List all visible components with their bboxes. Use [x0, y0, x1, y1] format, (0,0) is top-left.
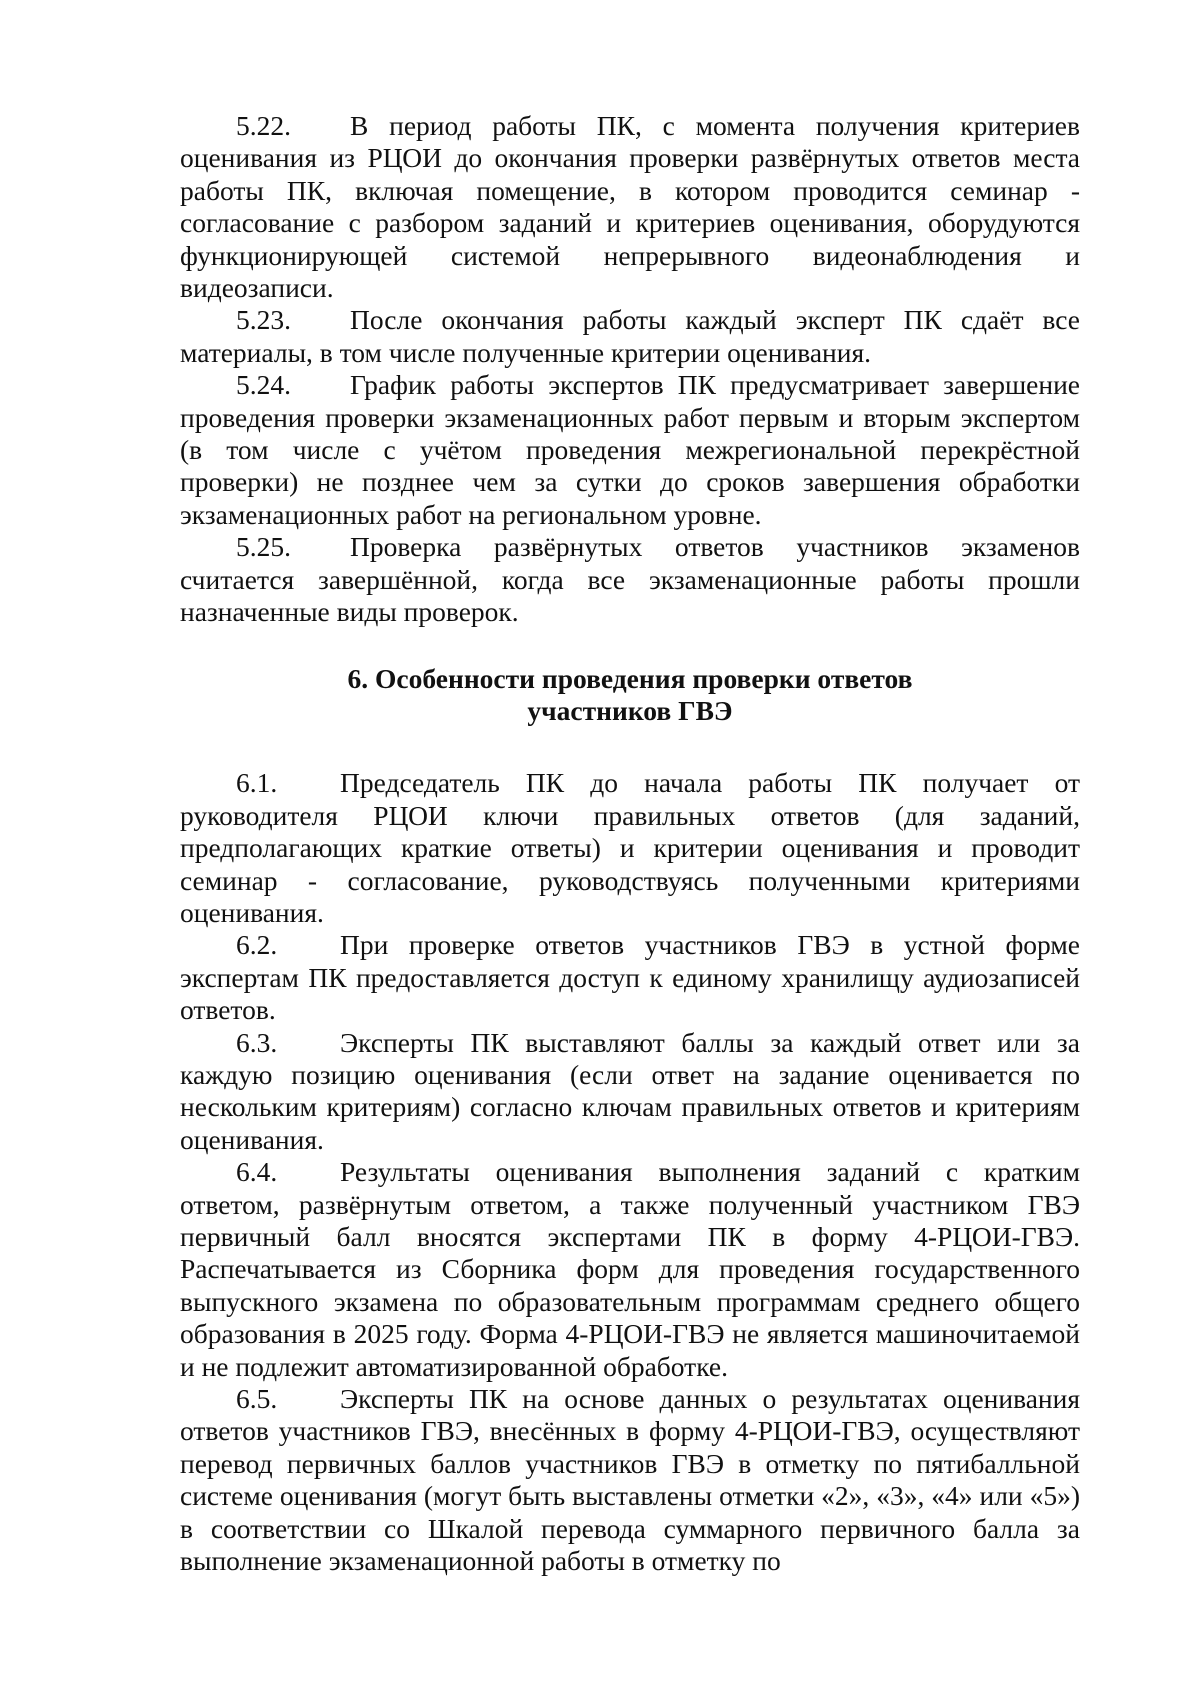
paragraph-6-1: [180, 767, 1080, 929]
paragraph-text: Председатель ПК до начала работы ПК получает от руководителя РЦОИ ключи правильных ответов (для заданий, предполагающих краткие ответы) и критерии оценивания и проводит семинар - согласование, руководствуясь полученными критериями оценивания.: [180, 767, 1080, 928]
section-heading-line-2: участников ГВЭ: [527, 694, 733, 726]
paragraph-text: В период работы ПК, с момента получения критериев оценивания из РЦОИ до окончания проверки развёрнутых ответов места работы ПК, включая помещение, в котором проводится семинар - согласование с разбором заданий и критериев оценивания, оборудуются функционирующей системой непрерывного видеонаблюдения и видеозаписи.: [180, 110, 1080, 304]
paragraph-5-25: [180, 531, 1080, 628]
paragraph-5-22: [180, 110, 1080, 304]
section-heading: [180, 663, 1080, 728]
paragraph-text: График работы экспертов ПК предусматривает завершение проведения проверки экзаменационных работ первым и вторым экспертом (в том числе с учётом проведения межрегиональной перекрёстной проверки) не позднее чем за сутки до сроков завершения обработки экзаменационных работ на региональном уровне.: [180, 369, 1080, 530]
paragraph-number: 5.23.: [236, 304, 291, 336]
paragraph-number: 6.5.: [236, 1383, 278, 1415]
paragraph-text: Результаты оценивания выполнения заданий с кратким ответом, развёрнутым ответом, а также полученный участником ГВЭ первичный балл вносятся экспертами ПК в форму 4-РЦОИ-ГВЭ. Распечатывается из Сборника форм для проведения государственного выпускного экзамена по образовательным программам среднего общего образования в 2025 году. Форма 4-РЦОИ-ГВЭ не является машиночитаемой и не подлежит автоматизированной обработке.: [180, 1156, 1080, 1382]
document-body: [180, 110, 1080, 1577]
paragraph-text: После окончания работы каждый эксперт ПК сдаёт все материалы, в том числе полученные критерии оценивания.: [180, 304, 1080, 368]
paragraph-text: Эксперты ПК выставляют баллы за каждый ответ или за каждую позицию оценивания (если ответ на задание оценивается по нескольким критериям) согласно ключам правильных ответов и критериям оценивания.: [180, 1026, 1080, 1155]
paragraph-number: 5.25.: [236, 531, 291, 563]
paragraph-number: 6.2.: [236, 929, 278, 961]
paragraph-text: Проверка развёрнутых ответов участников экзаменов считается завершённой, когда все экзаменационные работы прошли назначенные виды проверок.: [180, 531, 1080, 628]
paragraph-5-24: [180, 369, 1080, 531]
paragraph-number: 5.24.: [236, 369, 291, 401]
paragraph-text: При проверке ответов участников ГВЭ в устной форме экспертам ПК предоставляется доступ к единому хранилищу аудиозаписей ответов.: [180, 929, 1080, 1026]
paragraph-number: 6.1.: [236, 767, 278, 799]
paragraph-number: 6.3.: [236, 1026, 278, 1058]
paragraph-6-2: [180, 929, 1080, 1026]
paragraph-text: Эксперты ПК на основе данных о результатах оценивания ответов участников ГВЭ, внесённых в форму 4-РЦОИ-ГВЭ, осуществляют перевод первичных баллов участников ГВЭ в отметку по пятибалльной системе оценивания (могут быть выставлены отметки «2», «3», «4» или «5») в соответствии со Шкалой перевода суммарного первичного балла за выполнение экзаменационной работы в отметку по: [180, 1383, 1080, 1577]
paragraph-6-4: [180, 1156, 1080, 1383]
paragraph-number: 6.4.: [236, 1156, 278, 1188]
paragraph-5-23: [180, 304, 1080, 369]
section-heading-line-1: 6. Особенности проведения проверки ответов: [347, 662, 913, 694]
paragraph-number: 5.22.: [236, 110, 291, 141]
paragraph-6-5: [180, 1383, 1080, 1577]
paragraph-6-3: [180, 1027, 1080, 1157]
